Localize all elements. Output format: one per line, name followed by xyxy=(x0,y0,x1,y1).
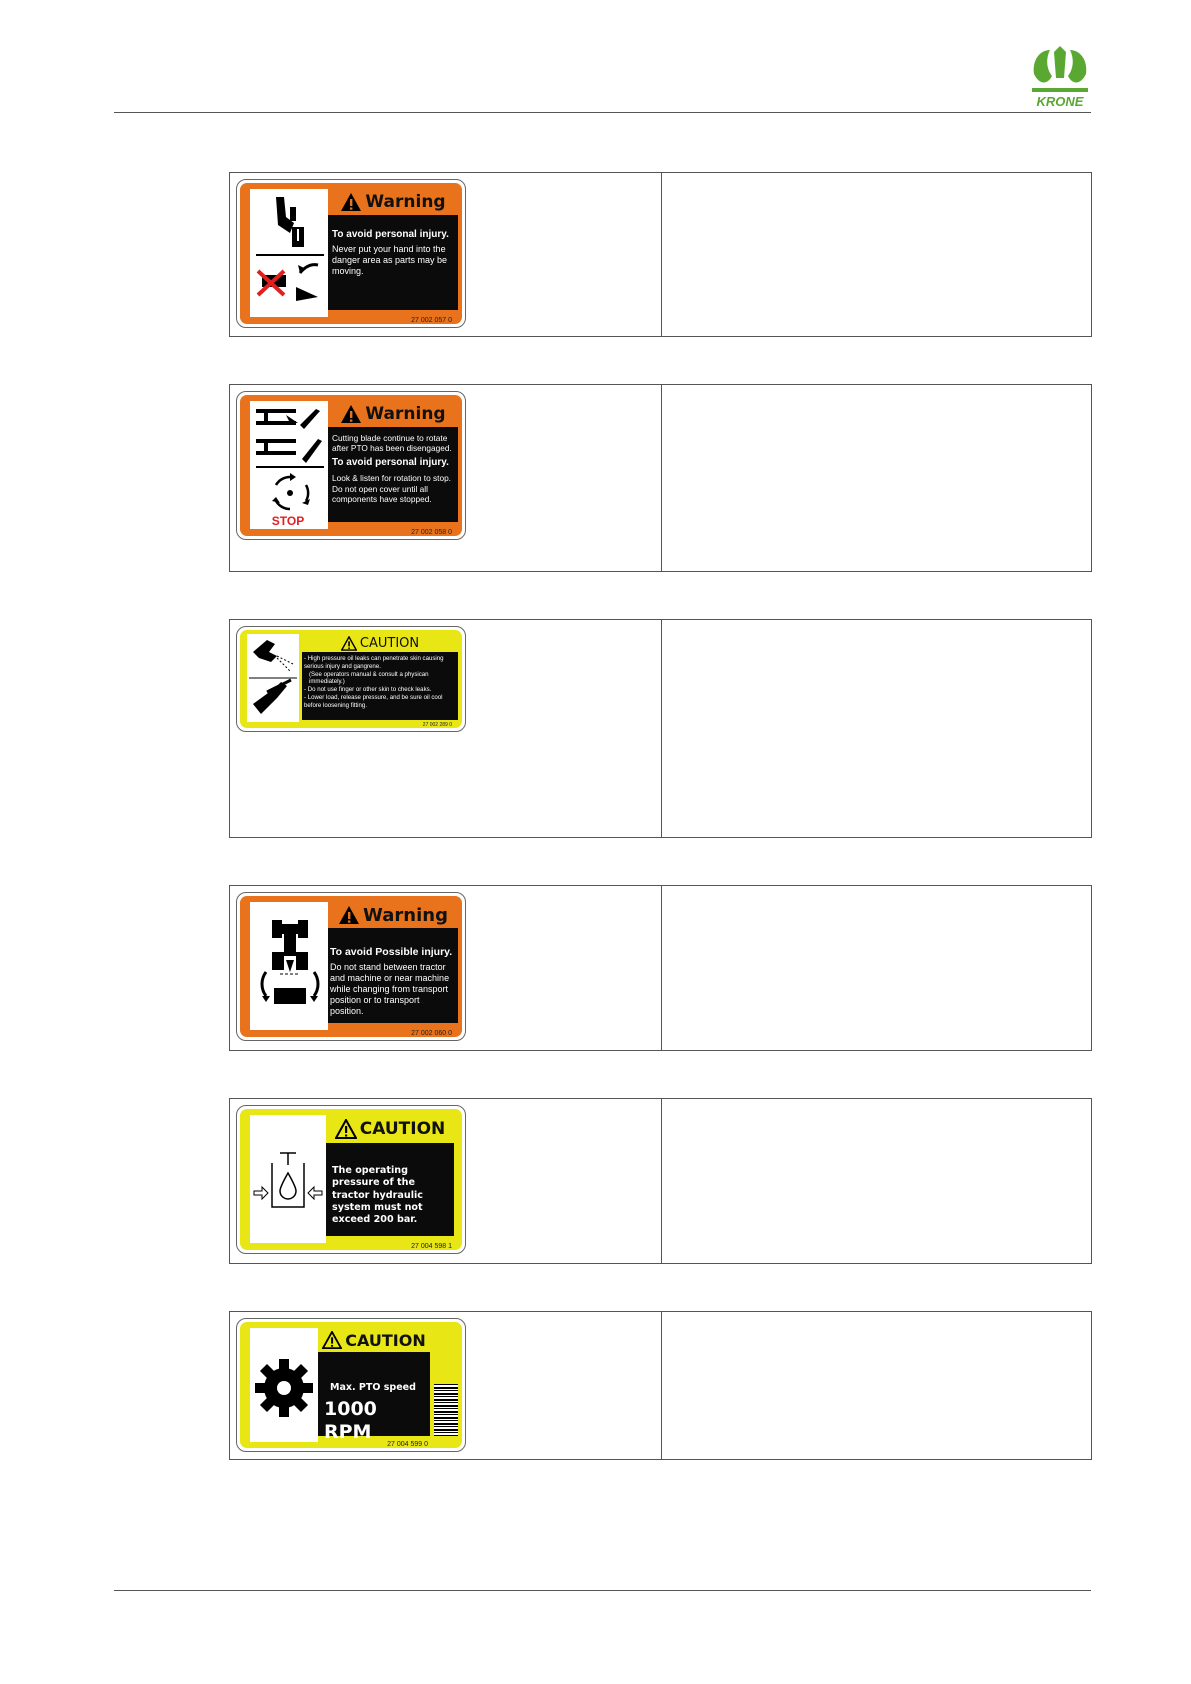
warning-decal-blade xyxy=(236,391,466,540)
column-divider xyxy=(661,620,662,837)
decal-body xyxy=(332,1165,451,1226)
decal-body xyxy=(332,229,455,277)
hydraulic-pressure-icon xyxy=(250,1115,326,1243)
krone-logo-text: KRONE xyxy=(1036,94,1084,109)
decal-body xyxy=(332,433,455,504)
column-divider xyxy=(661,1312,662,1459)
decal-row-4 xyxy=(229,885,1092,1051)
decal-header xyxy=(318,1328,430,1352)
decal-row-6 xyxy=(229,1311,1092,1460)
blade-rotation-icon xyxy=(250,401,328,529)
part-number: 27 004 599 0 xyxy=(387,1441,428,1448)
decal-line: Max. PTO speed xyxy=(330,1382,416,1393)
decal-header-label: CAUTION xyxy=(359,635,420,651)
decal-line: 1000 RPM xyxy=(324,1398,377,1444)
decal-header-label: Warning xyxy=(365,404,446,424)
decal-text-panel xyxy=(318,1328,430,1444)
decal-line: To avoid Possible injury. xyxy=(330,946,453,958)
decal-header-label: Warning xyxy=(363,904,448,926)
part-number: 27 002 057 0 xyxy=(411,317,452,324)
warning-triangle-icon xyxy=(338,905,360,925)
decal-text-panel xyxy=(326,1115,454,1236)
decal-line: Look & listen for rotation to stop. Do not open cover until all components have stopped. xyxy=(332,473,451,504)
caution-decal-hydraulic xyxy=(236,1105,466,1254)
decal-body xyxy=(324,1398,427,1444)
header-rule xyxy=(114,112,1091,113)
decal-header xyxy=(326,1115,454,1143)
decal-text-panel xyxy=(328,401,458,522)
decal-header xyxy=(328,902,458,928)
column-divider xyxy=(661,173,662,336)
footer-rule xyxy=(114,1590,1091,1591)
decal-header xyxy=(302,634,458,652)
caution-triangle-icon xyxy=(335,1119,357,1139)
decal-line: To avoid personal injury. xyxy=(332,229,449,240)
part-number: 27 002 289 0 xyxy=(422,722,452,728)
warning-decal-hand xyxy=(236,179,466,328)
decal-header-label: CAUTION xyxy=(345,1330,426,1350)
part-number: 27 004 598 1 xyxy=(411,1243,452,1250)
decal-text-panel xyxy=(328,902,458,1023)
oil-leak-icon xyxy=(247,634,299,722)
part-number: 27 002 058 0 xyxy=(411,529,452,536)
warning-decal-tractor xyxy=(236,892,466,1041)
krone-logo xyxy=(1026,44,1094,112)
decal-body xyxy=(330,1382,427,1394)
decal-line: Do not stand between tractor and machine or near machine while changing from transport position or to transport position. xyxy=(330,961,450,1016)
decal-line: Cutting blade continue to rotate after PTO has been disengaged. xyxy=(332,433,452,454)
decal-line: - High pressure oil leaks can penetrate skin causing serious injury and gangrene. xyxy=(304,655,444,670)
decal-text-panel xyxy=(302,634,458,720)
decal-body xyxy=(304,655,455,710)
decal-row-3 xyxy=(229,619,1092,838)
decal-row-2 xyxy=(229,384,1092,572)
caution-decal-oil xyxy=(236,626,466,732)
decal-line: To avoid personal injury. xyxy=(332,457,449,469)
caution-triangle-icon xyxy=(322,1331,342,1349)
part-number: 27 002 060 0 xyxy=(411,1030,452,1037)
decal-header-label: Warning xyxy=(365,192,446,212)
decal-line: - Lower load, release pressure, and be sure oil cool before loosening fitting. xyxy=(304,693,443,709)
stop-label: STOP xyxy=(271,514,305,528)
decal-line: Never put your hand into the danger area as parts may be moving. xyxy=(332,244,448,277)
decal-line: - Do not use finger or other skin to check leaks. xyxy=(304,686,432,694)
column-divider xyxy=(661,1099,662,1263)
caution-triangle-icon xyxy=(341,636,357,651)
decal-text-panel xyxy=(328,189,458,310)
decal-row-1 xyxy=(229,172,1092,337)
column-divider xyxy=(661,385,662,571)
decal-header xyxy=(328,401,458,427)
column-divider xyxy=(661,886,662,1050)
barcode xyxy=(434,1384,458,1436)
gear-icon xyxy=(250,1328,318,1442)
decal-body xyxy=(330,946,455,1017)
decal-header xyxy=(328,189,458,215)
tractor-icon xyxy=(250,902,328,1030)
decal-line: The operating pressure of the tractor hydraulic system must not exceed 200 bar. xyxy=(332,1165,423,1226)
decal-header-label: CAUTION xyxy=(359,1119,446,1139)
hand-crush-icon xyxy=(250,189,328,317)
caution-decal-pto xyxy=(236,1318,466,1452)
decal-line: (See operators manual & consult a physican immediately.) xyxy=(309,670,429,686)
decal-row-5 xyxy=(229,1098,1092,1264)
warning-triangle-icon xyxy=(340,192,362,212)
warning-triangle-icon xyxy=(340,404,362,424)
